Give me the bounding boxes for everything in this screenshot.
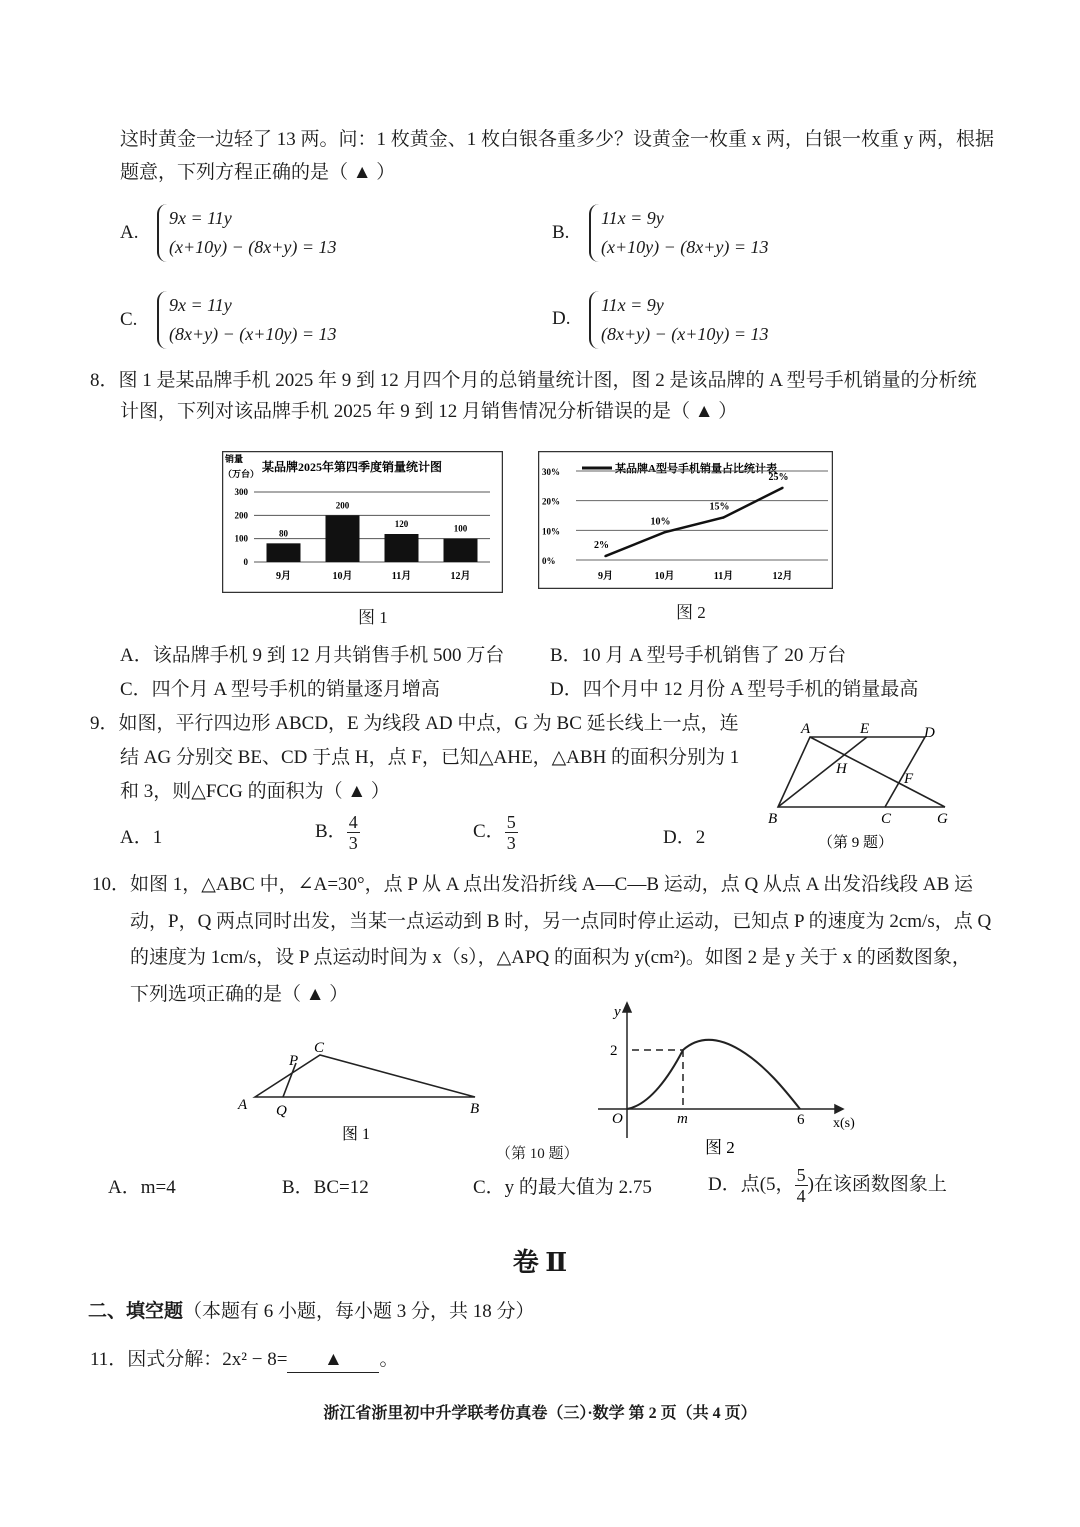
bar	[267, 543, 301, 562]
y-axis-arrow	[623, 1003, 631, 1012]
tick-2: 2	[610, 1043, 618, 1059]
section-title: 卷 Ⅱ	[512, 1248, 568, 1277]
q7-option-d-label: D.	[552, 308, 571, 329]
label-p: P	[289, 1053, 299, 1069]
numerator: 5	[796, 1165, 806, 1185]
label-g: G	[937, 811, 948, 827]
data-label: 25%	[768, 471, 789, 483]
equation: (x+10y) − (8x+y) = 13	[601, 237, 769, 257]
y-tick-label: 20%	[542, 496, 560, 507]
option-text: )在该函数图象上	[807, 1173, 947, 1195]
label-c: C	[314, 1040, 325, 1056]
option-label: B．	[315, 820, 347, 842]
fraction	[347, 812, 360, 853]
x-axis-label: x(s)	[833, 1116, 855, 1131]
y-tick-label: 10%	[542, 526, 560, 537]
q8-text-line2: 计图，下列对该品牌手机 2025 年 9 到 12 月销售情况分析错误的是（ ▲ ）	[120, 401, 738, 422]
bar-value-label: 120	[394, 519, 409, 529]
q7-text-line1: 这时黄金一边轻了 13 两。问：1 枚黄金、1 枚白银各重多少？设黄金一枚重 x 两，白银一枚重 y 两，根据	[120, 129, 995, 150]
x-tick-label: 12月	[450, 571, 471, 582]
numerator: 4	[348, 812, 358, 832]
y-axis-label: 销量	[225, 454, 244, 464]
q10-option-a: A．m=4	[108, 1177, 176, 1198]
q7-option-a-label: A.	[120, 222, 139, 243]
q8-option-c: C．四个月 A 型号手机的销量逐月增高	[120, 679, 440, 700]
fraction	[505, 812, 518, 853]
y-axis-unit: （万台）	[223, 469, 260, 479]
bar-value-label: 100	[453, 523, 468, 534]
function-graph	[590, 1000, 870, 1165]
q7-option-c-label: C.	[120, 309, 138, 330]
denominator: 3	[348, 833, 358, 853]
section-heading-bold: 二、填空题	[88, 1301, 184, 1322]
triangle-figure	[230, 1035, 500, 1145]
q9-text-line2: 结 AG 分别交 BE、CD 于点 H，点 F，已知△AHE，△ABH 的面积分别为 1	[120, 747, 740, 768]
q10-figure-caption: （第 10 题）	[496, 1146, 579, 1162]
x-tick-label: 12月	[772, 571, 793, 582]
q9-option-a: A．1	[120, 827, 163, 848]
equation: (8x+y) − (x+10y) = 13	[169, 324, 337, 344]
q10-text-line1: 10．如图 1，△ABC 中，∠A=30°，点 P 从 A 点出发沿折线 A—C—B 运动，点 Q 从点 A 出发沿线段 AB 运	[92, 874, 974, 895]
label-q: Q	[276, 1103, 287, 1119]
q8-text-line1: 8．图 1 是某品牌手机 2025 年 9 到 12 月四个月的总销量统计图，图 2 是该品牌的 A 型号手机销量的分析统	[90, 370, 977, 391]
parallelogram-figure	[760, 715, 960, 855]
q7-option-b-system	[589, 204, 769, 262]
y-tick-label: 0%	[542, 556, 556, 566]
fig2-caption: 图 2	[676, 603, 706, 622]
bar-chart	[222, 451, 503, 593]
data-point	[781, 487, 783, 489]
chart-title: 某品牌2025年第四季度销量统计图	[262, 460, 443, 474]
data-label: 15%	[709, 501, 730, 513]
q9-option-b	[315, 812, 360, 853]
tick-6: 6	[797, 1112, 805, 1128]
q10-option-c: C．y 的最大值为 2.75	[473, 1177, 652, 1198]
equation: 11x = 9y	[601, 208, 664, 228]
option-label: C．	[473, 820, 505, 842]
equation: 9x = 11y	[169, 295, 232, 315]
equation: (x+10y) − (8x+y) = 13	[169, 237, 337, 257]
q9-text-line1: 9．如图，平行四边形 ABCD，E 为线段 AD 中点，G 为 BC 延长线上一点，连	[90, 713, 739, 734]
parallelogram	[778, 737, 925, 807]
bar	[326, 515, 360, 562]
label-a: A	[801, 721, 811, 737]
q10-text-line2: 动，P，Q 两点同时出发，当某一点运动到 B 时，另一点同时停止运动，已知点 P 的速度为 2cm/s，点 Q	[130, 911, 992, 932]
x-tick-label: 10月	[654, 571, 675, 582]
y-tick-label: 100	[234, 533, 248, 544]
data-point	[604, 555, 606, 557]
q9-text-line3: 和 3，则△FCG 的面积为（ ▲ ）	[120, 781, 390, 802]
function-curve	[627, 1040, 800, 1109]
line-chart	[538, 451, 833, 589]
segment-ag	[810, 737, 945, 807]
bar	[444, 539, 478, 562]
denominator: 3	[506, 833, 516, 853]
q11-suffix: 。	[379, 1349, 399, 1370]
q9-option-d: D．2	[663, 827, 706, 848]
label-e: E	[860, 721, 870, 737]
tick-m: m	[677, 1111, 688, 1127]
x-tick-label: 9月	[276, 571, 291, 582]
y-tick-label: 30%	[542, 467, 560, 477]
segment-be	[778, 737, 867, 807]
q7-option-a-system	[157, 204, 337, 262]
equation: 11x = 9y	[601, 295, 664, 315]
q8-option-d: D．四个月中 12 月份 A 型号手机的销量最高	[550, 679, 919, 700]
bar	[385, 534, 419, 562]
y-axis-label: y	[614, 1004, 621, 1020]
q7-option-b-label: B.	[552, 222, 570, 243]
bar-value-label: 80	[279, 528, 288, 539]
q11-answer-blank: ▲	[287, 1348, 379, 1373]
x-axis-arrow	[835, 1105, 843, 1113]
bar-value-label: 200	[335, 500, 350, 511]
label-b: B	[768, 811, 778, 827]
q11	[90, 1348, 398, 1373]
label-c: C	[881, 811, 892, 827]
legend-label: 某品牌A型号手机销量占比统计表	[615, 463, 777, 475]
q7-option-d-system	[589, 291, 769, 349]
fig1-caption: 图 1	[358, 608, 388, 627]
section-heading-detail: （本题有 6 小题，每小题 3 分，共 18 分）	[183, 1301, 535, 1322]
figure-caption: （第 9 题）	[818, 835, 894, 851]
x-tick-label: 9月	[598, 571, 613, 582]
data-point	[663, 531, 665, 533]
q10-option-d	[708, 1165, 947, 1206]
label-b: B	[470, 1101, 480, 1117]
data-point	[722, 516, 724, 518]
q7-option-c-system	[157, 291, 337, 349]
fig2-caption: 图 2	[705, 1138, 735, 1157]
q8-option-b: B．10 月 A 型号手机销售了 20 万台	[550, 645, 847, 666]
data-label: 2%	[594, 540, 609, 552]
fig1-caption: 图 1	[342, 1126, 371, 1143]
label-h: H	[836, 761, 847, 777]
numerator: 5	[506, 812, 516, 832]
page-footer: 浙江省浙里初中升学联考仿真卷（三）·数学 第 2 页（共 4 页）	[323, 1405, 757, 1422]
q11-prefix: 11．因式分解：2x² − 8=	[90, 1349, 288, 1370]
equation: (8x+y) − (x+10y) = 13	[601, 324, 769, 344]
x-tick-label: 11月	[713, 571, 734, 582]
y-tick-label: 0	[243, 557, 248, 567]
q7-text-line2: 题意，下列方程正确的是（ ▲ ）	[120, 162, 396, 183]
fraction	[795, 1165, 808, 1206]
q9-option-c	[473, 812, 518, 853]
label-d: D	[924, 725, 935, 741]
denominator: 4	[796, 1186, 806, 1206]
option-text: D．点(5，	[708, 1173, 795, 1195]
x-tick-label: 10月	[332, 571, 353, 582]
section-heading	[88, 1300, 535, 1324]
q8-option-a: A．该品牌手机 9 到 12 月共销售手机 500 万台	[120, 645, 505, 666]
q10-text-line3: 的速度为 1cm/s，设 P 点运动时间为 x（s），△APQ 的面积为 y(cm²)。如图 2 是 y 关于 x 的函数图象，	[130, 947, 971, 968]
y-tick-label: 300	[234, 487, 248, 497]
origin-label: O	[612, 1111, 623, 1127]
x-tick-label: 11月	[391, 571, 412, 582]
y-tick-label: 200	[234, 510, 248, 521]
data-label: 10%	[650, 516, 671, 528]
label-a: A	[238, 1097, 248, 1113]
q10-option-b: B．BC=12	[282, 1177, 369, 1198]
equation: 9x = 11y	[169, 208, 232, 228]
q10-text-line4: 下列选项正确的是（ ▲ ）	[130, 984, 349, 1005]
triangle-abc	[255, 1055, 475, 1097]
label-f: F	[904, 771, 914, 787]
